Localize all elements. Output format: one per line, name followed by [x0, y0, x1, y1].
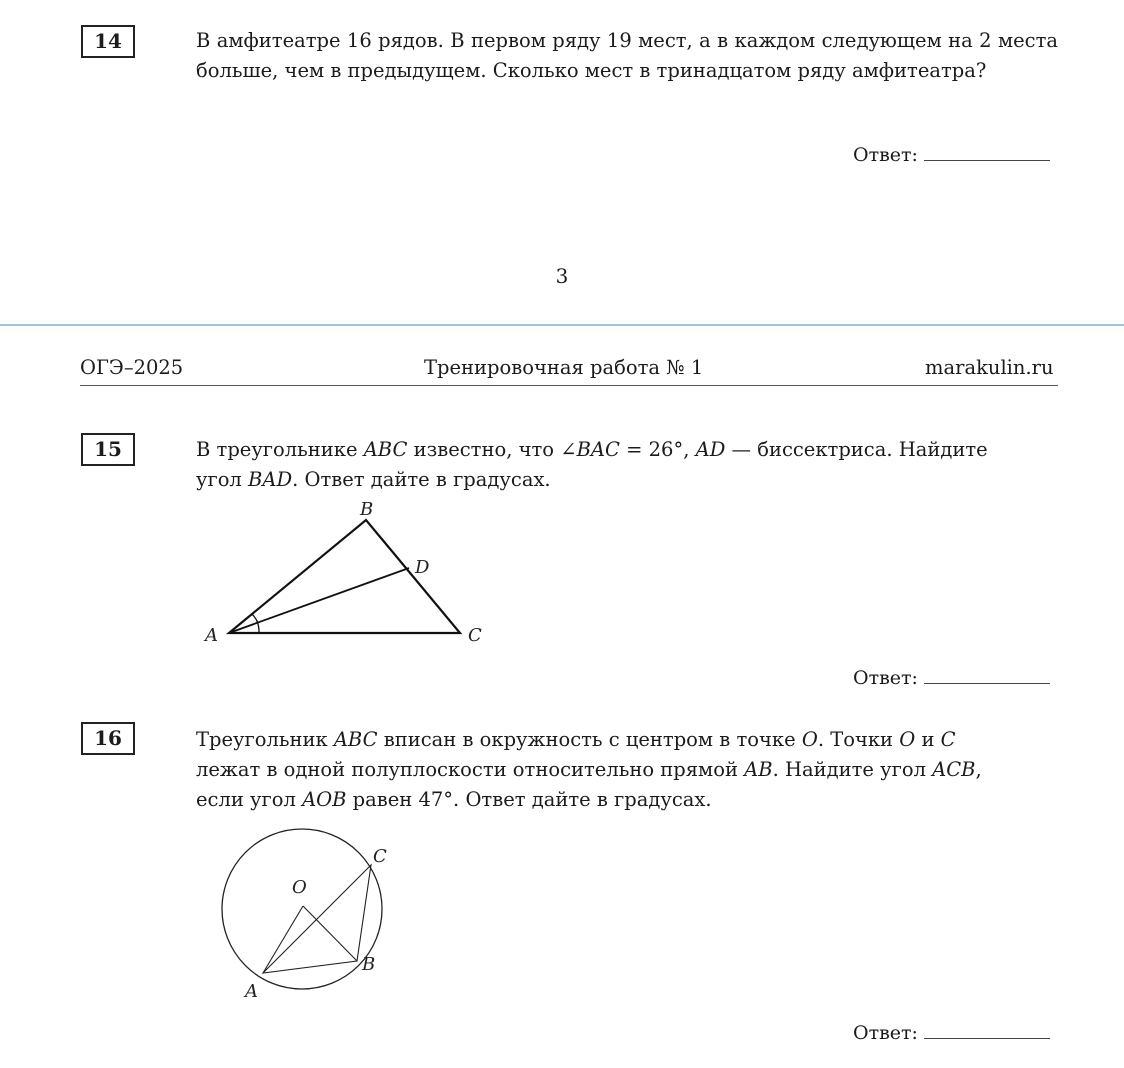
t16-l3-m1: AOB [302, 788, 347, 811]
t15-l1-m2: BAC [576, 438, 620, 461]
task-15-text [196, 435, 1058, 495]
t16-l2-t3: , [975, 758, 982, 781]
label-o-16: O [292, 877, 307, 898]
t16-l1-m4: C [940, 728, 956, 751]
task-14-number-box [81, 25, 135, 58]
task-14-text: В амфитеатре 16 рядов. В первом ряду 19 мест, а в каждом следующем на 2 места больше, чем в предыдущем. Сколько мест в тринадцатом ряду амфитеатра? [196, 29, 1058, 82]
t16-l1-t4: и [915, 728, 941, 751]
t16-l1-m2: O [801, 728, 818, 751]
task-16-text [196, 725, 1058, 815]
page-divider [0, 324, 1124, 326]
task-14-answer[interactable] [853, 144, 1050, 166]
task-15-number-box [81, 433, 135, 466]
task-16-number-box [81, 722, 135, 755]
t16-l2-t2: . Найдите угол [772, 758, 933, 781]
t15-l1-t4: — биссектриса. Найдите [725, 438, 988, 461]
circle-figure [205, 815, 405, 1005]
task-14-answer-line[interactable] [924, 159, 1050, 161]
t15-l1-m3: AD [695, 438, 726, 461]
t15-l1-t3: = 26°, [619, 438, 696, 461]
triangle-figure [195, 495, 505, 655]
label-c: C [468, 625, 482, 646]
page-number: 3 [555, 264, 569, 288]
task-15-answer[interactable] [853, 667, 1050, 689]
t16-l3-t2: равен 47°. Ответ дайте в градусах. [346, 788, 712, 811]
t16-l1-t2: вписан в окружность с центром в точке [377, 728, 802, 751]
label-a-16: A [245, 981, 258, 1002]
t15-l1-t1: В треугольнике [196, 438, 364, 461]
t15-l2-t2: . Ответ дайте в градусах. [292, 468, 551, 491]
t16-l1-t1: Треугольник [196, 728, 334, 751]
t16-l2-m2: ACB [932, 758, 976, 781]
task-16-answer-line[interactable] [924, 1037, 1050, 1039]
t16-l2-m1: AB [744, 758, 773, 781]
task-14-answer-label: Ответ: [853, 144, 918, 166]
label-a: A [205, 625, 218, 646]
segment-ob [303, 906, 357, 961]
header-right: marakulin.ru [925, 356, 1054, 379]
task-16-answer-label: Ответ: [853, 1022, 918, 1044]
t16-l3-t1: если угол [196, 788, 303, 811]
t16-l1-t3: . Точки [817, 728, 900, 751]
header-center: Тренировочная работа № 1 [424, 356, 704, 379]
t15-l2-t1: угол [196, 468, 249, 491]
task-15-answer-line[interactable] [924, 682, 1050, 684]
task-14-number: 14 [94, 29, 122, 53]
label-d: D [415, 557, 430, 578]
header-left: ОГЭ–2025 [80, 356, 184, 379]
t15-l1-t2: известно, что ∠ [407, 438, 577, 461]
t15-l1-m1: ABC [363, 438, 408, 461]
task-15-answer-label: Ответ: [853, 667, 918, 689]
task-16-number: 16 [94, 726, 122, 750]
bisector-ad [229, 568, 409, 633]
circumcircle [222, 829, 382, 989]
header-rule [80, 385, 1058, 386]
task-16-answer[interactable] [853, 1022, 1050, 1044]
triangle-abc-inscribed [263, 865, 371, 973]
t16-l2-t1: лежат в одной полуплоскости относительно прямой [196, 758, 745, 781]
label-b: B [360, 499, 374, 520]
t16-l1-m3: O [899, 728, 916, 751]
t16-l1-m1: ABC [333, 728, 378, 751]
task-15-number: 15 [94, 437, 122, 461]
t15-l2-m1: BAD [248, 468, 293, 491]
label-c-16: C [373, 846, 387, 867]
label-b-16: B [362, 954, 376, 975]
